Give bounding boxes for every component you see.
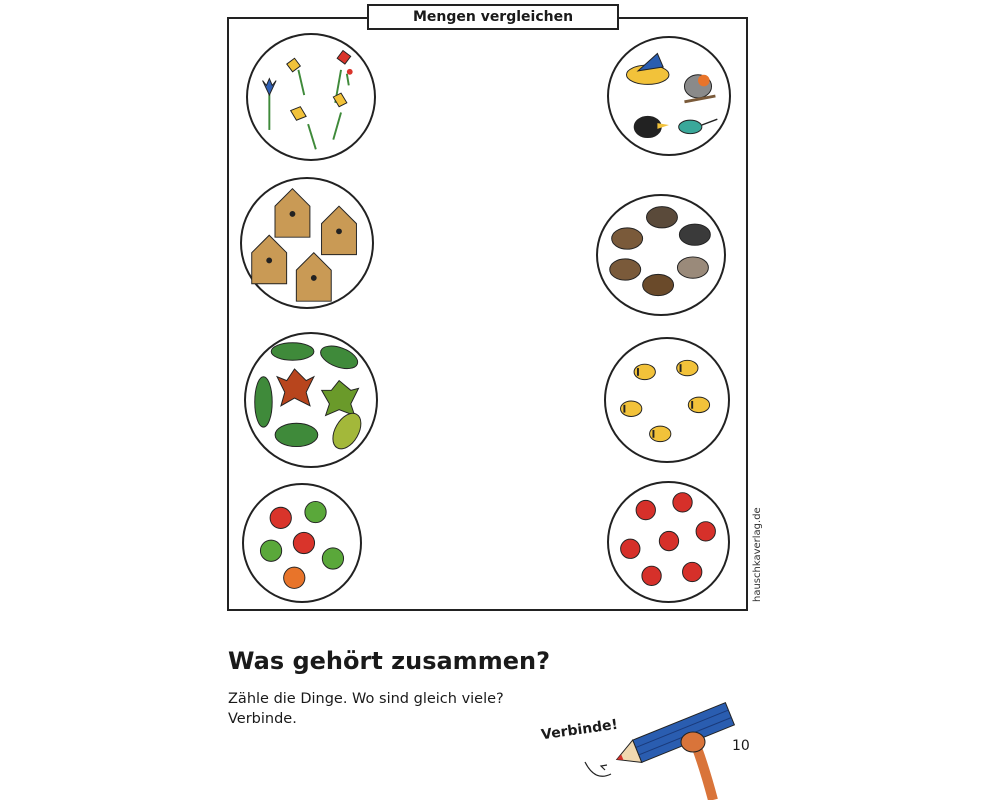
birds-circle[interactable] — [607, 36, 731, 156]
instruction-line: Zähle die Dinge. Wo sind gleich viele? — [228, 691, 504, 707]
bird-icon — [626, 53, 669, 84]
worksheet-title: Mengen vergleichen — [367, 4, 619, 30]
leaf-icon — [327, 408, 367, 453]
birdhouse-icon — [275, 189, 310, 237]
apples-illustration — [244, 485, 360, 601]
apple-icon — [305, 501, 326, 522]
ladybugs-circle[interactable] — [607, 481, 730, 603]
ladybug-icon — [659, 531, 678, 550]
leaf-icon — [255, 377, 272, 427]
page-number: 10 — [732, 738, 750, 754]
bees-circle[interactable] — [604, 337, 730, 463]
apple-icon — [293, 532, 314, 553]
bird-icon — [684, 75, 715, 102]
leaf-icon — [322, 381, 359, 416]
birdhouses-circle[interactable] — [240, 177, 374, 309]
apples-circle[interactable] — [242, 483, 362, 603]
hedgehogs-illustration — [598, 196, 724, 314]
instruction-line: Verbinde. — [228, 711, 297, 727]
leaves-circle[interactable] — [244, 332, 378, 468]
apple-icon — [270, 507, 291, 528]
instructions — [228, 689, 504, 729]
flower-icon — [291, 107, 316, 150]
birdhouse-icon — [252, 235, 287, 283]
ladybug-icon — [683, 562, 702, 581]
badge-label: Verbinde! — [540, 716, 619, 744]
page-heading: Was gehört zusammen? — [228, 647, 550, 675]
publisher-url: hauschkaverlag.de — [752, 507, 763, 602]
hedgehog-icon — [643, 274, 674, 295]
leaf-icon — [275, 423, 318, 446]
hedgehog-icon — [610, 259, 641, 280]
ladybug-icon — [673, 493, 692, 512]
flower-icon — [347, 69, 353, 85]
ladybugs-illustration — [609, 483, 728, 601]
ladybug-icon — [642, 566, 661, 585]
leaves-illustration — [246, 334, 376, 466]
flowers-illustration — [248, 35, 374, 159]
flower-icon — [333, 93, 347, 140]
birdhouses-illustration — [242, 179, 372, 307]
bird-icon — [634, 116, 669, 137]
hedgehog-icon — [612, 228, 643, 249]
birdhouse-icon — [322, 206, 357, 254]
hedgehog-icon — [646, 207, 677, 228]
apple-icon — [260, 540, 281, 561]
birdhouse-icon — [296, 253, 331, 301]
ladybug-icon — [696, 522, 715, 541]
bird-icon — [679, 119, 718, 134]
leaf-icon — [277, 369, 314, 406]
flower-icon — [263, 79, 277, 130]
ladybug-icon — [636, 500, 655, 519]
ladybug-icon — [621, 539, 640, 558]
apple-icon — [322, 548, 343, 569]
pencil-icon — [575, 690, 755, 800]
hedgehog-icon — [679, 224, 710, 245]
hedgehog-icon — [677, 257, 708, 278]
birds-illustration — [609, 38, 729, 154]
leaf-icon — [318, 342, 361, 374]
leaf-icon — [271, 343, 314, 360]
flower-icon — [287, 58, 304, 95]
apple-icon — [284, 567, 305, 588]
hedgehogs-circle[interactable] — [596, 194, 726, 316]
bees-illustration — [606, 339, 728, 461]
flowers-circle[interactable] — [246, 33, 376, 161]
